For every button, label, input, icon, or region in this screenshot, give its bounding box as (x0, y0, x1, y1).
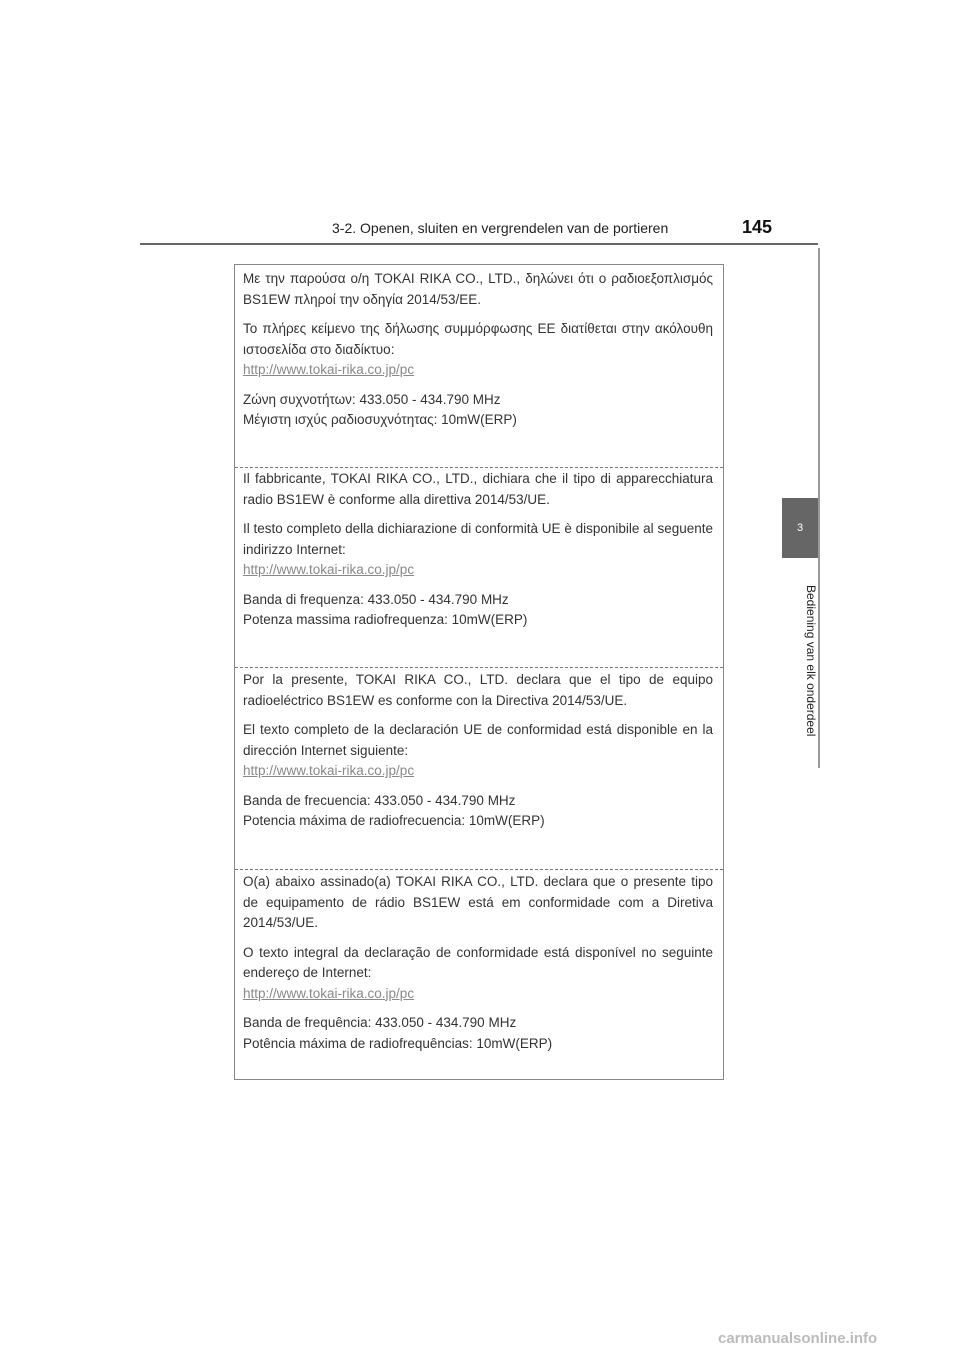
declaration-italian (243, 469, 713, 631)
declaration-text: O(a) abaixo assinado(a) TOKAI RIKA CO., LTD. declara que o presente tipo de equipamento de rádio BS1EW está em conformidade com a Diretiva 2014/53/UE. (243, 874, 713, 930)
frequency-band: Banda de frecuencia: 433.050 - 434.790 MHz (243, 792, 516, 808)
max-power: Potenza massima radiofrequenza: 10mW(ERP) (243, 612, 528, 627)
chapter-label: Bediening van elk onderdeel (804, 585, 818, 737)
page-number: 145 (742, 217, 773, 237)
max-power: Μέγιστη ισχύς ραδιοσυχνότητας: 10mW(ERP) (243, 412, 517, 427)
section-divider (235, 467, 723, 468)
declaration-text: Il fabbricante, TOKAI RIKA CO., LTD., dichiara che il tipo di apparecchiatura radio BS1EW è conforme alla direttiva 2014/53/UE. (243, 471, 713, 507)
declaration-info: Il testo completo della dichiarazione di conformità UE è disponibile al seguente indirizzo Internet: (243, 521, 713, 557)
chapter-tab: 3 (782, 498, 818, 558)
watermark: carmanualsonline.info (718, 1330, 878, 1347)
declaration-text: Por la presente, TOKAI RIKA CO., LTD. declara que el tipo de equipo radioeléctrico BS1EW es conforme con la Directiva 2014/53/UE. (243, 672, 713, 708)
declaration-link[interactable]: http://www.tokai-rika.co.jp/pc (243, 763, 415, 778)
declaration-link[interactable]: http://www.tokai-rika.co.jp/pc (243, 362, 415, 377)
section-title: 3-2. Openen, sluiten en vergrendelen van de portieren (332, 220, 669, 236)
declaration-link[interactable]: http://www.tokai-rika.co.jp/pc (243, 985, 415, 1001)
max-power: Potência máxima de radiofrequências: 10mW(ERP) (243, 1035, 553, 1051)
declaration-spanish (243, 670, 713, 832)
declaration-portuguese (243, 872, 713, 1054)
declaration-text: Με την παρούσα ο/η TOKAI RIKA CO., LTD., δηλώνει ότι ο ραδιοεξοπλισμός BS1EW πληροί την οδηγία 2014/53/ΕΕ. (243, 271, 713, 307)
max-power: Potencia máxima de radiofrecuencia: 10mW(ERP) (243, 813, 545, 828)
side-divider (818, 248, 820, 768)
frequency-band: Banda de frequência: 433.050 - 434.790 MHz (243, 1015, 517, 1030)
declaration-info: Το πλήρες κείμενο της δήλωσης συμμόρφωσης ΕΕ διατίθεται στην ακόλουθη ιστοσελίδα στο διαδίκτυο: (243, 321, 713, 357)
frequency-band: Banda di frequenza: 433.050 - 434.790 MHz (243, 591, 509, 607)
header-divider (140, 243, 818, 245)
declaration-link[interactable]: http://www.tokai-rika.co.jp/pc (243, 562, 415, 577)
declaration-greek (243, 269, 713, 431)
section-divider (235, 869, 723, 870)
declaration-info: El texto completo de la declaración UE de conformidad está disponible en la dirección Internet siguiente: (243, 722, 713, 758)
declaration-info: O texto integral da declaração de conformidade está disponível no seguinte endereço de Internet: (243, 944, 713, 980)
frequency-band: Ζώνη συχνοτήτων: 433.050 - 434.790 MHz (243, 391, 501, 407)
section-divider (235, 667, 723, 668)
declaration-box (234, 264, 724, 1080)
